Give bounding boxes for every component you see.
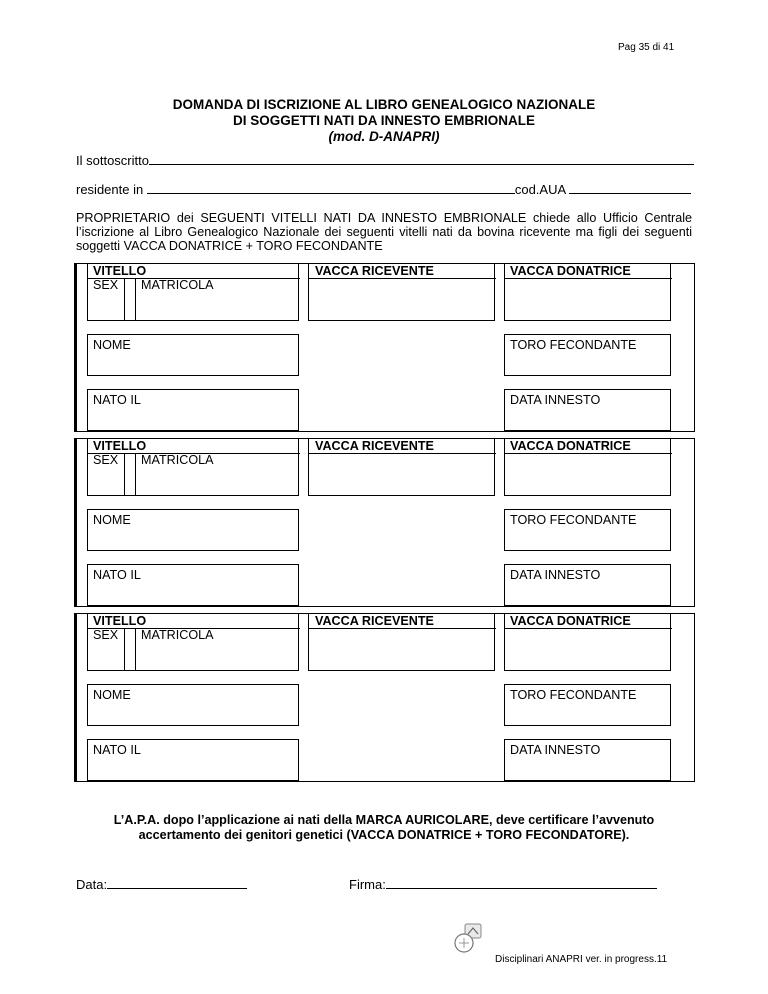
anapri-logo-icon — [447, 922, 487, 956]
nato-il-box[interactable] — [87, 564, 299, 606]
nome-label: NOME — [93, 513, 131, 527]
apa-note-line-1: L’A.P.A. dopo l’applicazione ai nati della MARCA AURICOLARE, deve certificare l’avvenuto — [113, 813, 655, 827]
calf-block-2 — [74, 438, 695, 607]
data-field[interactable] — [107, 876, 247, 889]
toro-fecondante-label: TORO FECONDANTE — [510, 688, 637, 702]
vitello-label: VITELLO — [93, 614, 147, 628]
sottoscritto-field[interactable] — [149, 152, 694, 165]
nome-label: NOME — [93, 338, 131, 352]
vitello-label: VITELLO — [93, 264, 147, 278]
footer-version: Disciplinari ANAPRI ver. in progress.11 — [495, 954, 668, 965]
vacca-ricevente-box[interactable] — [308, 263, 495, 321]
nato-il-label: NATO IL — [93, 393, 141, 407]
data-innesto-box[interactable] — [504, 389, 671, 431]
nato-il-label: NATO IL — [93, 743, 141, 757]
data-innesto-label: DATA INNESTO — [510, 743, 601, 757]
vacca-ricevente-box[interactable] — [308, 438, 495, 496]
vacca-ricevente-box[interactable] — [308, 613, 495, 671]
nato-il-box[interactable] — [87, 739, 299, 781]
vacca-donatrice-label: VACCA DONATRICE — [510, 439, 631, 453]
apa-note-line-2: accertamento dei genitori genetici (VACCA DONATRICE + TORO FECONDATORE). — [138, 828, 630, 842]
residente-field[interactable] — [147, 181, 515, 194]
data-innesto-label: DATA INNESTO — [510, 568, 601, 582]
nome-box[interactable] — [87, 509, 299, 551]
page-number: Pag 35 di 41 — [618, 42, 675, 53]
intro-paragraph: PROPRIETARIO dei SEGUENTI VITELLI NATI DA INNESTO EMBRIONALE chiede allo Ufficio Centrale l’iscrizione al Libro Genealogico Nazionale dei seguenti vitelli nati da bovina ricevente ma figli dei seguenti soggetti VACCA DONATRICE + TORO FECONDANTE — [76, 211, 692, 253]
form-title-line-2: DI SOGGETTI NATI DA INNESTO EMBRIONALE — [232, 113, 535, 128]
calf-block-1 — [74, 263, 695, 432]
matricola-label: MATRICOLA — [141, 278, 214, 292]
firma-label: Firma: — [349, 877, 386, 892]
nome-box[interactable] — [87, 684, 299, 726]
toro-fecondante-box[interactable] — [504, 684, 671, 726]
data-innesto-label: DATA INNESTO — [510, 393, 601, 407]
nome-label: NOME — [93, 688, 131, 702]
data-innesto-box[interactable] — [504, 564, 671, 606]
residente-label: residente in — [76, 182, 144, 197]
cod-aua-field[interactable] — [569, 181, 691, 194]
sex-label: SEX — [93, 628, 119, 642]
vacca-donatrice-box[interactable] — [504, 613, 671, 671]
matricola-label: MATRICOLA — [141, 453, 214, 467]
data-innesto-box[interactable] — [504, 739, 671, 781]
cod-aua-label: cod.AUA — [514, 182, 566, 197]
form-title-line-1: DOMANDA DI ISCRIZIONE AL LIBRO GENEALOGICO NAZIONALE — [172, 97, 596, 112]
data-row — [76, 876, 247, 892]
calf-block-3 — [74, 613, 695, 782]
firma-field[interactable] — [386, 876, 657, 889]
form-code: (mod. D-ANAPRI) — [328, 129, 440, 144]
vacca-ricevente-label: VACCA RICEVENTE — [315, 439, 434, 453]
sottoscritto-label: Il sottoscritto — [76, 153, 149, 168]
vitello-box[interactable] — [87, 438, 299, 496]
toro-fecondante-box[interactable] — [504, 509, 671, 551]
firma-row — [349, 876, 657, 892]
nato-il-label: NATO IL — [93, 568, 141, 582]
vacca-donatrice-box[interactable] — [504, 263, 671, 321]
vacca-donatrice-label: VACCA DONATRICE — [510, 614, 631, 628]
vacca-donatrice-box[interactable] — [504, 438, 671, 496]
sex-label: SEX — [93, 453, 119, 467]
nome-box[interactable] — [87, 334, 299, 376]
toro-fecondante-label: TORO FECONDANTE — [510, 338, 637, 352]
data-label: Data: — [76, 877, 108, 892]
vitello-label: VITELLO — [93, 439, 147, 453]
vacca-ricevente-label: VACCA RICEVENTE — [315, 264, 434, 278]
matricola-label: MATRICOLA — [141, 628, 214, 642]
vacca-donatrice-label: VACCA DONATRICE — [510, 264, 631, 278]
nato-il-box[interactable] — [87, 389, 299, 431]
vacca-ricevente-label: VACCA RICEVENTE — [315, 614, 434, 628]
sex-label: SEX — [93, 278, 119, 292]
residente-row — [76, 181, 691, 197]
toro-fecondante-label: TORO FECONDANTE — [510, 513, 637, 527]
toro-fecondante-box[interactable] — [504, 334, 671, 376]
sottoscritto-row — [76, 152, 694, 168]
vitello-box[interactable] — [87, 613, 299, 671]
vitello-box[interactable] — [87, 263, 299, 321]
